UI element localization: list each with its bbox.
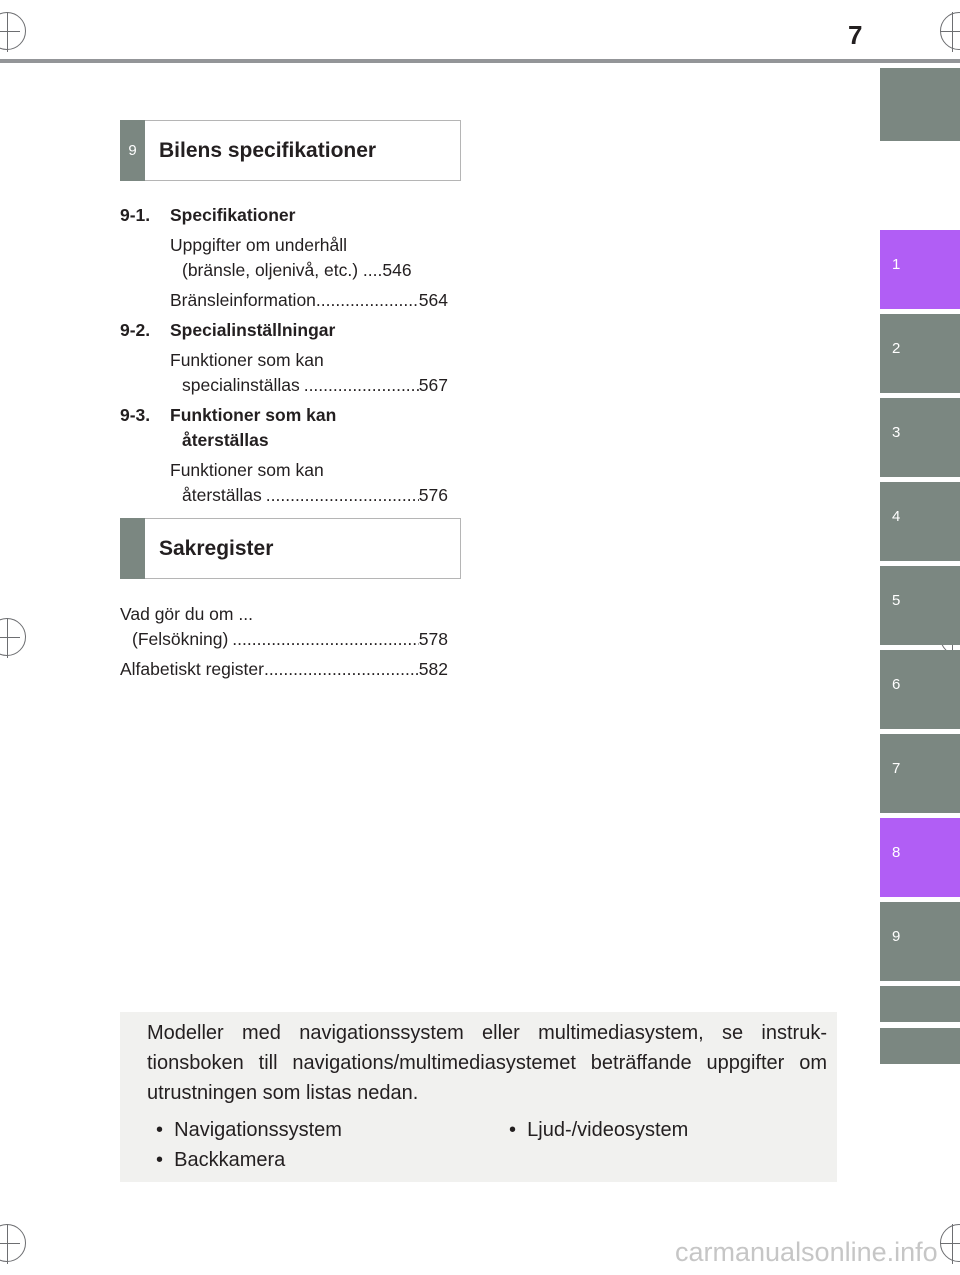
- bullet-label: Backkamera: [174, 1149, 286, 1171]
- toc-dot-leader: [300, 373, 419, 398]
- toc-entry-line1: Vad gör du om ...: [120, 604, 253, 624]
- chapter-tab-6[interactable]: 6: [880, 650, 960, 729]
- bullet-label: Ljud-/videosystem: [527, 1119, 689, 1141]
- toc-entry-line2: specialinställas: [182, 375, 300, 395]
- toc-entry-line1: Bränsleinformation: [170, 290, 316, 310]
- chapter-tab-4[interactable]: 4: [880, 482, 960, 561]
- chapter-tab-8[interactable]: 8: [880, 818, 960, 897]
- section-9-title: Bilens specifikationer: [159, 139, 377, 162]
- chapter-tab-5[interactable]: 5: [880, 566, 960, 645]
- index-section-bar: [120, 518, 145, 579]
- toc-entry-line1: Funktioner som kan: [170, 350, 324, 370]
- bullet-label: Navigationssystem: [174, 1119, 342, 1141]
- bullet-item: • Ljud-/videosystem: [509, 1119, 689, 1141]
- toc-dot-leader: [264, 657, 419, 682]
- page-number: 7: [848, 20, 863, 50]
- toc-entry-line2: (bränsle, oljenivå, etc.) ....: [182, 260, 383, 280]
- toc-number: 9-2.: [120, 320, 151, 340]
- toc-page-number: 582: [418, 659, 448, 679]
- section-9-number: 9: [120, 120, 145, 181]
- toc-heading-9-2[interactable]: [120, 318, 448, 343]
- toc-heading-label-line2: återställas: [182, 430, 269, 450]
- toc-page-number: 546: [382, 260, 412, 280]
- toc-entry-line2: återställas: [182, 485, 262, 505]
- chapter-tab-blank-bottom[interactable]: [880, 1028, 960, 1064]
- toc-dot-leader: [228, 627, 419, 652]
- toc-entry-alfabetiskt-register[interactable]: [120, 657, 448, 682]
- toc-heading-9-1[interactable]: [120, 203, 448, 228]
- toc-page-number: 578: [418, 629, 448, 649]
- chapter-tab-blank-mid[interactable]: [880, 986, 960, 1022]
- toc-heading-label: Funktioner som kan: [170, 405, 337, 425]
- chapter-tab-2[interactable]: 2: [880, 314, 960, 393]
- toc-page-number: 567: [418, 375, 448, 395]
- toc-number: 9-3.: [120, 405, 151, 425]
- section-9-header: [120, 120, 461, 181]
- toc-dot-leader: [316, 288, 419, 313]
- toc-entry-underhall[interactable]: [170, 233, 448, 283]
- bullet-item: • Backkamera: [156, 1149, 286, 1171]
- toc-entry-specialinstallas[interactable]: [170, 348, 448, 398]
- chapter-tab-7[interactable]: 7: [880, 734, 960, 813]
- toc-entry-aterstallas[interactable]: [170, 458, 448, 508]
- toc-entry-felsokning[interactable]: [120, 602, 448, 652]
- chapter-tab-blank-top[interactable]: [880, 68, 960, 141]
- chapter-tab-3[interactable]: 3: [880, 398, 960, 477]
- toc-page-number: 564: [418, 290, 448, 310]
- watermark: carmanualsonline.info: [675, 1237, 938, 1267]
- note-text: Modeller med navigationssystem eller multimediasystem, se instruk-tionsboken till navigations/multimediasystemet beträffande uppgifter om utrustningen som listas nedan.: [147, 1022, 827, 1104]
- index-section-title: Sakregister: [159, 537, 274, 560]
- section-9-toc: [120, 203, 448, 508]
- toc-heading-9-3[interactable]: [120, 403, 448, 453]
- toc-number: 9-1.: [120, 205, 151, 225]
- toc-entry-line2: (Felsökning): [132, 629, 229, 649]
- chapter-tab-9[interactable]: 9: [880, 902, 960, 981]
- toc-entry-line1: Funktioner som kan: [170, 460, 324, 480]
- toc-entry-bransleinformation[interactable]: [170, 288, 448, 313]
- header-rule: [0, 59, 960, 63]
- bullet-item: • Navigationssystem: [156, 1119, 342, 1141]
- toc-entry-line1: Alfabetiskt register: [120, 659, 264, 679]
- toc-dot-leader: [262, 483, 419, 508]
- toc-heading-label: Specifikationer: [170, 205, 296, 225]
- index-toc: [120, 602, 448, 682]
- index-section-header: [120, 518, 461, 579]
- toc-page-number: 576: [418, 485, 448, 505]
- multimedia-note-box: [120, 1012, 837, 1182]
- toc-heading-label: Specialinställningar: [170, 320, 336, 340]
- toc-entry-line1: Uppgifter om underhåll: [170, 235, 348, 255]
- chapter-tab-1[interactable]: 1: [880, 230, 960, 309]
